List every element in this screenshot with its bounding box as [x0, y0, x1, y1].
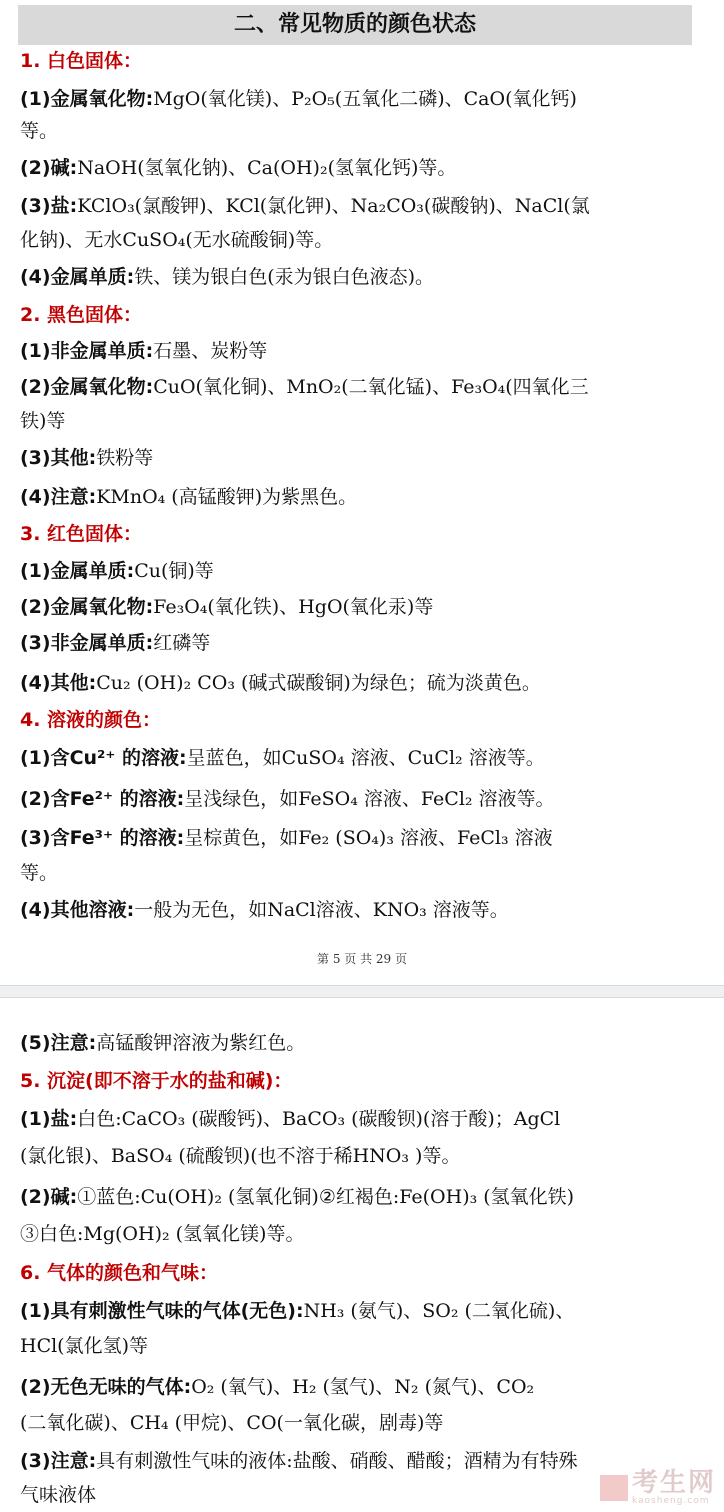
text-line: [20, 1374, 700, 1400]
text-line: [20, 594, 700, 620]
document-page-2: [0, 998, 724, 1512]
watermark-sub: kaosheng.com: [631, 1496, 710, 1506]
text-line: [20, 374, 700, 400]
item-label: (4)其他溶液:: [20, 899, 135, 921]
item-text: 铁)等: [20, 410, 66, 432]
heading-text: 3. 红色固体：: [20, 523, 143, 545]
heading-text: 6. 气体的颜色和气味：: [20, 1262, 219, 1284]
heading-text: 1. 白色固体：: [20, 50, 143, 72]
item-text: Fe₃O₄(氧化铁)、HgO(氧化汞)等: [153, 596, 434, 618]
text-line: [20, 86, 700, 112]
watermark-logo: [600, 1470, 716, 1506]
text-line: [20, 408, 700, 434]
item-label: (2)含Fe²⁺ 的溶液:: [20, 788, 185, 810]
item-label: (2)碱:: [20, 157, 78, 179]
heading-text: 2. 黑色固体：: [20, 304, 143, 326]
item-text: 等。: [20, 120, 59, 142]
item-label: (1)金属氧化物:: [20, 88, 154, 110]
item-text: 高锰酸钾溶液为紫红色。: [96, 1032, 306, 1054]
item-label: (1)盐:: [20, 1108, 78, 1130]
item-text: 白色:CaCO₃ (碳酸钙)、BaCO₃ (碳酸钡)(溶于酸)；AgCl: [77, 1108, 561, 1130]
item-text: Cu(铜)等: [134, 560, 214, 582]
item-text: NH₃ (氨气)、SO₂ (二氧化硫)、: [303, 1300, 575, 1322]
item-text: O₂ (氧气)、H₂ (氢气)、N₂ (氮气)、CO₂: [191, 1376, 535, 1398]
text-line: [20, 1333, 700, 1359]
text-line: [20, 1184, 700, 1210]
text-line: [20, 155, 700, 181]
item-label: (2)碱:: [20, 1186, 78, 1208]
heading-gases: [20, 1260, 700, 1286]
text-line: [20, 338, 700, 364]
text-line: [20, 445, 700, 471]
heading-red-solids: [20, 521, 700, 547]
item-label: (3)非金属单质:: [20, 632, 154, 654]
heading-white-solids: [20, 48, 700, 74]
text-line: [20, 1482, 700, 1508]
text-line: [20, 1143, 700, 1169]
item-text: ①蓝色:Cu(OH)₂ (氢氧化铜)②红褐色:Fe(OH)₃ (氢氧化铁): [77, 1186, 575, 1208]
item-text: Cu₂ (OH)₂ CO₃ (碱式碳酸铜)为绿色；硫为淡黄色。: [96, 672, 541, 694]
text-line: [20, 1221, 700, 1247]
item-text: 呈蓝色，如CuSO₄ 溶液、CuCl₂ 溶液等。: [186, 747, 545, 769]
item-label: (1)具有刺激性气味的气体(无色):: [20, 1300, 304, 1322]
heading-solution-colors: [20, 707, 700, 733]
text-line: [20, 860, 700, 886]
page-separator: [0, 985, 724, 998]
item-label: (2)金属氧化物:: [20, 596, 154, 618]
heading-precipitates: [20, 1068, 700, 1094]
heading-text: 5. 沉淀(即不溶于水的盐和碱)：: [20, 1070, 293, 1092]
text-line: [20, 825, 700, 851]
item-text: NaOH(氢氧化钠)、Ca(OH)₂(氢氧化钙)等。: [77, 157, 457, 179]
text-line: [20, 1298, 700, 1324]
item-text: 一般为无色，如NaCl溶液、KNO₃ 溶液等。: [134, 899, 509, 921]
text-line: [20, 118, 700, 144]
item-text: 红磷等: [153, 632, 211, 654]
text-line: [20, 786, 700, 812]
item-text: 气味液体: [20, 1484, 97, 1506]
text-line: [20, 558, 700, 584]
item-label: (4)其他:: [20, 672, 97, 694]
item-text: 呈棕黄色，如Fe₂ (SO₄)₃ 溶液、FeCl₃ 溶液: [184, 827, 553, 849]
text-line: [20, 670, 700, 696]
text-line: [20, 630, 700, 656]
logo-icon: [600, 1475, 628, 1501]
item-label: (1)金属单质:: [20, 560, 135, 582]
item-label: (2)无色无味的气体:: [20, 1376, 192, 1398]
heading-text: 4. 溶液的颜色：: [20, 709, 162, 731]
item-text: KMnO₄ (高锰酸钾)为紫黑色。: [96, 486, 358, 508]
item-label: (1)非金属单质:: [20, 340, 154, 362]
item-text: MgO(氧化镁)、P₂O₅(五氧化二磷)、CaO(氧化钙): [153, 88, 577, 110]
item-text: 铁粉等: [96, 447, 154, 469]
item-text: 化钠)、无水CuSO₄(无水硫酸铜)等。: [20, 229, 334, 251]
text-line: [20, 1448, 700, 1474]
watermark-main: 考生网: [631, 1468, 716, 1498]
text-line: [20, 745, 700, 771]
item-text: 石墨、炭粉等: [153, 340, 268, 362]
item-text: 呈浅绿色，如FeSO₄ 溶液、FeCl₂ 溶液等。: [184, 788, 555, 810]
item-text: 等。: [20, 862, 59, 884]
item-label: (3)其他:: [20, 447, 97, 469]
text-line: [20, 1106, 700, 1132]
item-label: (3)含Fe³⁺ 的溶液:: [20, 827, 185, 849]
text-line: [20, 1030, 700, 1056]
text-line: [20, 1410, 700, 1436]
text-line: [20, 193, 700, 219]
item-text: ③白色:Mg(OH)₂ (氢氧化镁)等。: [20, 1223, 305, 1245]
item-label: (2)金属氧化物:: [20, 376, 154, 398]
text-line: [20, 484, 700, 510]
item-text: (二氧化碳)、CH₄ (甲烷)、CO(一氧化碳，剧毒)等: [20, 1412, 444, 1434]
item-label: (5)注意:: [20, 1032, 97, 1054]
item-label: (1)含Cu²⁺ 的溶液:: [20, 747, 187, 769]
text-line: [20, 897, 700, 923]
item-text: 具有刺激性气味的液体:盐酸、硝酸、醋酸；酒精为有特殊: [96, 1450, 578, 1472]
item-label: (4)注意:: [20, 486, 97, 508]
item-text: CuO(氧化铜)、MnO₂(二氧化锰)、Fe₃O₄(四氧化三: [153, 376, 589, 398]
item-label: (3)盐:: [20, 195, 78, 217]
item-label: (3)注意:: [20, 1450, 97, 1472]
heading-black-solids: [20, 302, 700, 328]
text-line: [20, 227, 700, 253]
text-line: [20, 264, 700, 290]
item-text: HCl(氯化氢)等: [20, 1335, 149, 1357]
section-title: 二、常见物质的颜色状态: [18, 5, 692, 45]
item-text: (氯化银)、BaSO₄ (硫酸钡)(也不溶于稀HNO₃ )等。: [20, 1145, 461, 1167]
item-text: KClO₃(氯酸钾)、KCl(氯化钾)、Na₂CO₃(碳酸钠)、NaCl(氯: [77, 195, 590, 217]
page-footer: 第 5 页 共 29 页: [317, 952, 407, 966]
watermark-text: [632, 1470, 716, 1506]
item-text: 铁、镁为银白色(汞为银白色液态)。: [134, 266, 435, 288]
item-label: (4)金属单质:: [20, 266, 135, 288]
